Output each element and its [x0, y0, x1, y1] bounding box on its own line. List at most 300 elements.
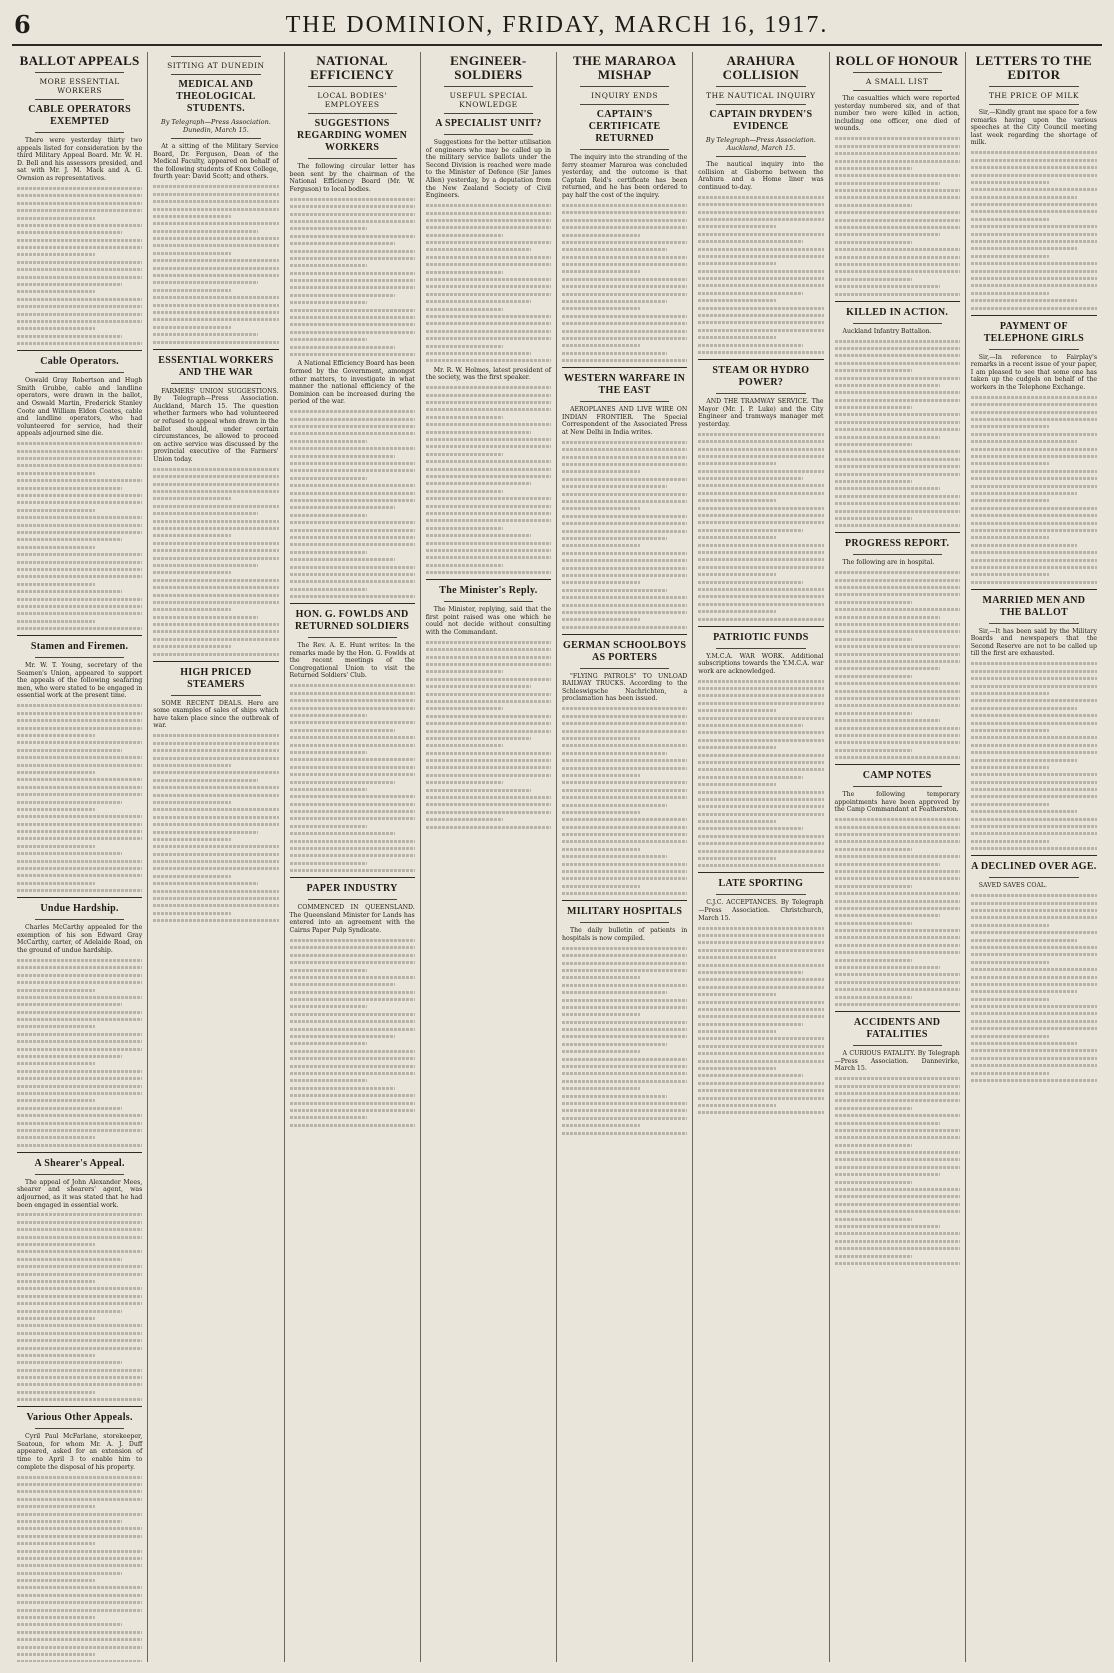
- text-line: [562, 1095, 667, 1098]
- section-body: [17, 704, 142, 892]
- subheadline: A SPECIALIST UNIT?: [435, 118, 542, 129]
- text-line: [290, 862, 368, 865]
- text-line: [17, 1339, 142, 1342]
- text-line: [971, 255, 1049, 258]
- text-line: [17, 1361, 122, 1364]
- text-line: [698, 470, 823, 473]
- page-number: 6: [14, 10, 31, 39]
- text-line: [17, 845, 95, 848]
- rule: [853, 554, 942, 555]
- text-line: [835, 907, 960, 910]
- text-line: [562, 448, 687, 451]
- text-line: [835, 579, 960, 582]
- text-line: [153, 326, 231, 329]
- text-line: [698, 941, 823, 944]
- text-line: [153, 801, 231, 804]
- text-line: [562, 270, 640, 273]
- text-line: [835, 204, 913, 207]
- dateline: By Telegraph—Press Association. Auckland, March 15.: [705, 136, 816, 152]
- text-line: [971, 240, 1097, 243]
- text-line: [971, 781, 1097, 784]
- text-line: [835, 1136, 960, 1139]
- text-line: [290, 991, 415, 994]
- text-line: [17, 1099, 95, 1102]
- text-line: [17, 320, 142, 323]
- text-line: [17, 479, 142, 482]
- text-line: [153, 534, 231, 537]
- text-line: [290, 1013, 415, 1016]
- text-line: [562, 1087, 640, 1090]
- text-line: [835, 399, 960, 402]
- text-line: [835, 293, 960, 296]
- text-line: [426, 219, 551, 222]
- text-line: [562, 344, 640, 347]
- text-line: [290, 810, 415, 813]
- text-line: [17, 1498, 142, 1501]
- text-line: [17, 1505, 95, 1508]
- section-body: [835, 818, 960, 1006]
- text-line: [971, 773, 1097, 776]
- text-line: [835, 1166, 960, 1169]
- text-line: [835, 1188, 960, 1191]
- text-line: [153, 831, 258, 834]
- text-line: [290, 1109, 415, 1112]
- text-line: [17, 1572, 122, 1575]
- section-body: [971, 894, 1097, 1082]
- text-line: [971, 961, 1049, 964]
- text-line: [426, 271, 504, 274]
- text-line: [698, 842, 823, 845]
- text-line: [971, 840, 1049, 843]
- text-line: [698, 558, 823, 561]
- text-line: [17, 1092, 142, 1095]
- text-line: [290, 331, 415, 334]
- text-line: [698, 477, 803, 480]
- text-line: [835, 848, 913, 851]
- section-rule: [562, 634, 687, 635]
- text-line: [971, 916, 1097, 919]
- text-line: [290, 817, 415, 820]
- text-line: [426, 707, 504, 710]
- text-line: [290, 729, 395, 732]
- rule: [716, 648, 805, 649]
- section-body: [290, 939, 415, 1127]
- text-line: [562, 976, 640, 979]
- text-line: [698, 1015, 823, 1018]
- text-line: [153, 771, 278, 774]
- text-line: [698, 956, 776, 959]
- section-rule: [17, 635, 142, 636]
- text-line: [971, 218, 1049, 221]
- text-line: [153, 483, 278, 486]
- text-line: [562, 470, 640, 473]
- rule: [171, 56, 260, 57]
- text-line: [17, 1287, 142, 1290]
- text-line: [698, 218, 823, 221]
- text-line: [562, 863, 687, 866]
- text-line: [426, 394, 551, 397]
- text-line: [17, 974, 142, 977]
- text-line: [562, 885, 640, 888]
- text-line: [698, 783, 776, 786]
- text-line: [17, 553, 142, 556]
- text-line: [971, 729, 1049, 732]
- text-line: [17, 561, 142, 564]
- text-line: [562, 767, 687, 770]
- text-line: [153, 742, 278, 745]
- section-text: The appeal of John Alexander Mees, shearer and shearers' agent, was adjourned, as it was stated that he had been engaged in essential work.: [17, 1178, 143, 1209]
- text-line: [698, 492, 823, 495]
- text-line: [290, 353, 415, 356]
- text-line: [17, 1062, 95, 1065]
- text-line: [290, 744, 415, 747]
- text-line: [835, 1077, 960, 1080]
- text-line: [153, 520, 278, 523]
- deck: SITTING AT DUNEDIN: [167, 61, 265, 70]
- text-line: [971, 292, 1049, 295]
- text-line: [426, 512, 551, 515]
- text-line: [426, 818, 504, 821]
- text-line: [153, 542, 278, 545]
- text-line: [562, 552, 687, 555]
- text-line: [698, 544, 823, 547]
- text-line: [17, 531, 142, 534]
- text-line: [153, 608, 231, 611]
- text-line: [698, 240, 803, 243]
- text-line: [835, 1151, 960, 1154]
- text-line: [426, 278, 551, 281]
- text-line: [153, 853, 278, 856]
- text-line: [698, 1045, 823, 1048]
- text-line: [835, 675, 913, 678]
- text-line: [426, 505, 551, 508]
- text-line: [835, 877, 960, 880]
- text-line: [835, 152, 960, 155]
- text-line: [971, 751, 1097, 754]
- section-text: Mr. R. W. Holmes, latest president of the society, was the first speaker.: [425, 366, 551, 382]
- text-line: [698, 791, 823, 794]
- text-line: [290, 309, 415, 312]
- section-body: [426, 641, 551, 829]
- section-rule: [698, 872, 823, 873]
- text-line: [17, 1638, 142, 1641]
- text-line: [290, 566, 415, 569]
- text-line: [426, 359, 551, 362]
- deck: THE NAUTICAL INQUIRY: [706, 91, 816, 100]
- rule: [35, 99, 124, 100]
- text-line: [426, 564, 504, 567]
- rule: [35, 372, 124, 373]
- text-line: [17, 1369, 142, 1372]
- text-line: [971, 403, 1097, 406]
- text-line: [698, 440, 823, 443]
- text-line: [971, 174, 1097, 177]
- text-line: [835, 833, 960, 836]
- section-heading: HIGH PRICED STEAMERS: [180, 666, 252, 690]
- section-rule: [971, 589, 1097, 590]
- section-text: SOME RECENT DEALS. Here are some examples of sales of ships which have taken place since the outbreak of war.: [153, 699, 279, 730]
- text-line: [698, 314, 823, 317]
- text-line: [17, 509, 95, 512]
- dateline: By Telegraph—Press Association. Dunedin, March 15.: [160, 118, 271, 134]
- text-line: [562, 278, 687, 281]
- text-line: [562, 744, 687, 747]
- text-line: [971, 946, 1097, 949]
- text-line: [17, 538, 122, 541]
- text-line: [835, 1099, 960, 1102]
- text-line: [17, 1107, 122, 1110]
- column-8: [966, 52, 1102, 1662]
- text-line: [17, 1136, 95, 1139]
- text-line: [17, 1114, 142, 1117]
- text-line: [153, 497, 231, 500]
- text-line: [290, 323, 415, 326]
- section-rule: [698, 626, 823, 627]
- text-line: [426, 315, 551, 318]
- text-line: [153, 571, 231, 574]
- subheadline: CAPTAIN'S CERTIFICATE RETURNED: [588, 109, 661, 144]
- text-line: [698, 536, 776, 539]
- text-line: [698, 292, 803, 295]
- section-body: [17, 959, 142, 1147]
- text-line: [835, 1225, 940, 1228]
- text-line: [17, 187, 142, 190]
- text-line: [17, 989, 95, 992]
- text-line: [835, 586, 960, 589]
- text-line: [835, 593, 960, 596]
- text-line: [290, 588, 368, 591]
- text-line: [971, 299, 1077, 302]
- text-line: [562, 1109, 687, 1112]
- section-heading: A Shearer's Appeal.: [34, 1157, 125, 1169]
- section-text: Oswald Gray Robertson and Hugh Smith Grubbe, cable and landline operators, were drawn in the ballot, and Oswald Martin, Frederick Stanley Coote and William Eldon Coates, cable and landline operators, who had volunteered for service, had their appeals adjourned sine die.: [17, 377, 143, 438]
- text-line: [971, 1035, 1049, 1038]
- section-rule: [562, 367, 687, 368]
- text-line: [153, 579, 278, 582]
- text-line: [17, 246, 142, 249]
- text-line: [17, 1660, 142, 1662]
- text-line: [835, 1129, 960, 1132]
- section-body: [290, 684, 415, 872]
- text-line: [971, 707, 1077, 710]
- section-body: [835, 340, 960, 528]
- text-line: [153, 311, 278, 314]
- text-line: [426, 781, 504, 784]
- text-line: [562, 1050, 640, 1053]
- subheadline: SUGGESTIONS REGARDING WOMEN WORKERS: [297, 118, 408, 153]
- rule: [716, 393, 805, 394]
- text-line: [835, 704, 960, 707]
- text-line: [17, 612, 142, 615]
- text-line: [698, 507, 823, 510]
- text-line: [698, 709, 776, 712]
- text-line: [426, 656, 551, 659]
- text-line: [153, 645, 231, 648]
- section-body: [290, 410, 415, 598]
- text-line: [17, 764, 142, 767]
- text-line: [290, 840, 415, 843]
- text-line: [971, 396, 1097, 399]
- text-line: [835, 929, 960, 932]
- text-line: [698, 329, 823, 332]
- text-line: [835, 347, 960, 350]
- text-line: [426, 490, 504, 493]
- text-line: [971, 744, 1097, 747]
- text-line: [698, 1060, 823, 1063]
- text-line: [290, 946, 415, 949]
- text-line: [698, 1023, 803, 1026]
- text-line: [17, 1236, 142, 1239]
- text-line: [562, 781, 687, 784]
- section-body: [426, 386, 551, 574]
- text-line: [562, 1043, 667, 1046]
- text-line: [835, 616, 940, 619]
- text-line: [562, 441, 687, 444]
- text-line: [835, 1232, 960, 1235]
- text-line: [17, 494, 142, 497]
- text-line: [562, 1080, 687, 1083]
- section-rule: [17, 350, 142, 351]
- section-text: The following temporary appointments have been approved by the Camp Commandant at Featherston.: [834, 791, 960, 814]
- text-line: [562, 522, 687, 525]
- text-line: [153, 252, 231, 255]
- text-line: [153, 838, 231, 841]
- text-line: [835, 1218, 913, 1221]
- text-line: [290, 1087, 395, 1090]
- text-line: [290, 499, 415, 502]
- text-line: [153, 794, 278, 797]
- text-line: [17, 1579, 95, 1582]
- text-line: [971, 440, 1077, 443]
- text-line: [971, 714, 1097, 717]
- text-line: [290, 551, 368, 554]
- text-line: [426, 416, 504, 419]
- text-line: [17, 1332, 142, 1335]
- text-line: [290, 573, 415, 576]
- text-line: [698, 455, 823, 458]
- text-line: [17, 239, 142, 242]
- text-line: [17, 823, 142, 826]
- text-line: [562, 1102, 687, 1105]
- text-line: [426, 212, 551, 215]
- text-line: [562, 204, 687, 207]
- text-line: [153, 638, 278, 641]
- text-line: [835, 1107, 913, 1110]
- subheadline: MEDICAL AND THEOLOGICAL STUDENTS.: [176, 79, 256, 114]
- article-body: [290, 198, 415, 356]
- text-line: [562, 211, 687, 214]
- text-line: [17, 1055, 122, 1058]
- text-line: [971, 685, 1097, 688]
- text-line: [971, 692, 1049, 695]
- rule: [308, 899, 397, 900]
- text-line: [698, 211, 823, 214]
- text-line: [17, 1025, 95, 1028]
- text-line: [835, 966, 940, 969]
- text-line: [835, 510, 960, 513]
- text-line: [290, 205, 415, 208]
- text-line: [835, 517, 913, 520]
- text-line: [971, 581, 1097, 584]
- text-line: [698, 813, 823, 816]
- text-line: [835, 1092, 960, 1095]
- text-line: [426, 234, 504, 237]
- text-line: [835, 981, 960, 984]
- section-heading: Stamen and Firemen.: [30, 641, 129, 653]
- text-line: [17, 268, 142, 271]
- text-line: [426, 542, 551, 545]
- text-line: [17, 209, 142, 212]
- text-line: [698, 284, 823, 287]
- article-lead: The inquiry into the stranding of the ferry steamer Mararoa was concluded yesterday, and the outcome is that Captain Reid's certificate has been returned, and he has been ordered to pay half the cost of the inquiry.: [562, 154, 688, 199]
- text-line: [698, 971, 803, 974]
- text-line: [835, 241, 913, 244]
- text-line: [426, 431, 531, 434]
- text-line: [426, 693, 551, 696]
- text-line: [426, 337, 551, 340]
- column-5: [557, 52, 693, 1662]
- text-line: [17, 889, 142, 892]
- rule: [580, 668, 669, 669]
- section-rule: [153, 349, 278, 350]
- rule: [171, 695, 260, 696]
- text-line: [17, 1594, 142, 1597]
- text-line: [835, 443, 913, 446]
- text-line: [17, 575, 142, 578]
- text-line: [17, 749, 122, 752]
- text-line: [698, 462, 776, 465]
- text-line: [426, 345, 504, 348]
- text-line: [562, 581, 640, 584]
- text-line: [835, 988, 960, 991]
- text-line: [562, 337, 687, 340]
- section-heading: HON. G. FOWLDS AND RETURNED SOLDIERS: [294, 609, 410, 633]
- text-line: [17, 1250, 142, 1253]
- text-line: [562, 730, 687, 733]
- text-line: [290, 521, 415, 524]
- text-line: [17, 305, 142, 308]
- rule: [171, 138, 260, 139]
- text-line: [971, 529, 1097, 532]
- text-line: [562, 530, 687, 533]
- text-line: [17, 874, 142, 877]
- text-line: [426, 556, 551, 559]
- text-line: [698, 1067, 776, 1070]
- column-4: [421, 52, 557, 1662]
- section-heading: STEAM OR HYDRO POWER?: [712, 364, 810, 388]
- text-line: [17, 342, 142, 345]
- text-line: [290, 264, 368, 267]
- headline: NATIONAL EFFICIENCY: [310, 53, 395, 82]
- text-line: [562, 1124, 640, 1127]
- text-line: [153, 867, 278, 870]
- text-line: [562, 352, 667, 355]
- text-line: [835, 741, 960, 744]
- text-line: [17, 1557, 142, 1560]
- text-line: [835, 256, 960, 259]
- text-line: [971, 188, 1097, 191]
- text-line: [698, 687, 823, 690]
- text-line: [835, 667, 940, 670]
- text-line: [698, 1097, 823, 1100]
- text-line: [17, 1476, 142, 1479]
- text-line: [153, 860, 278, 863]
- text-line: [698, 551, 823, 554]
- section-heading: PROGRESS REPORT.: [844, 538, 950, 550]
- text-line: [562, 1058, 687, 1061]
- section-text: Sir,—It has been said by the Military Boards and newspapers that the Second Reserve are not to be called up till the first are exhausted.: [970, 627, 1097, 658]
- text-line: [835, 712, 913, 715]
